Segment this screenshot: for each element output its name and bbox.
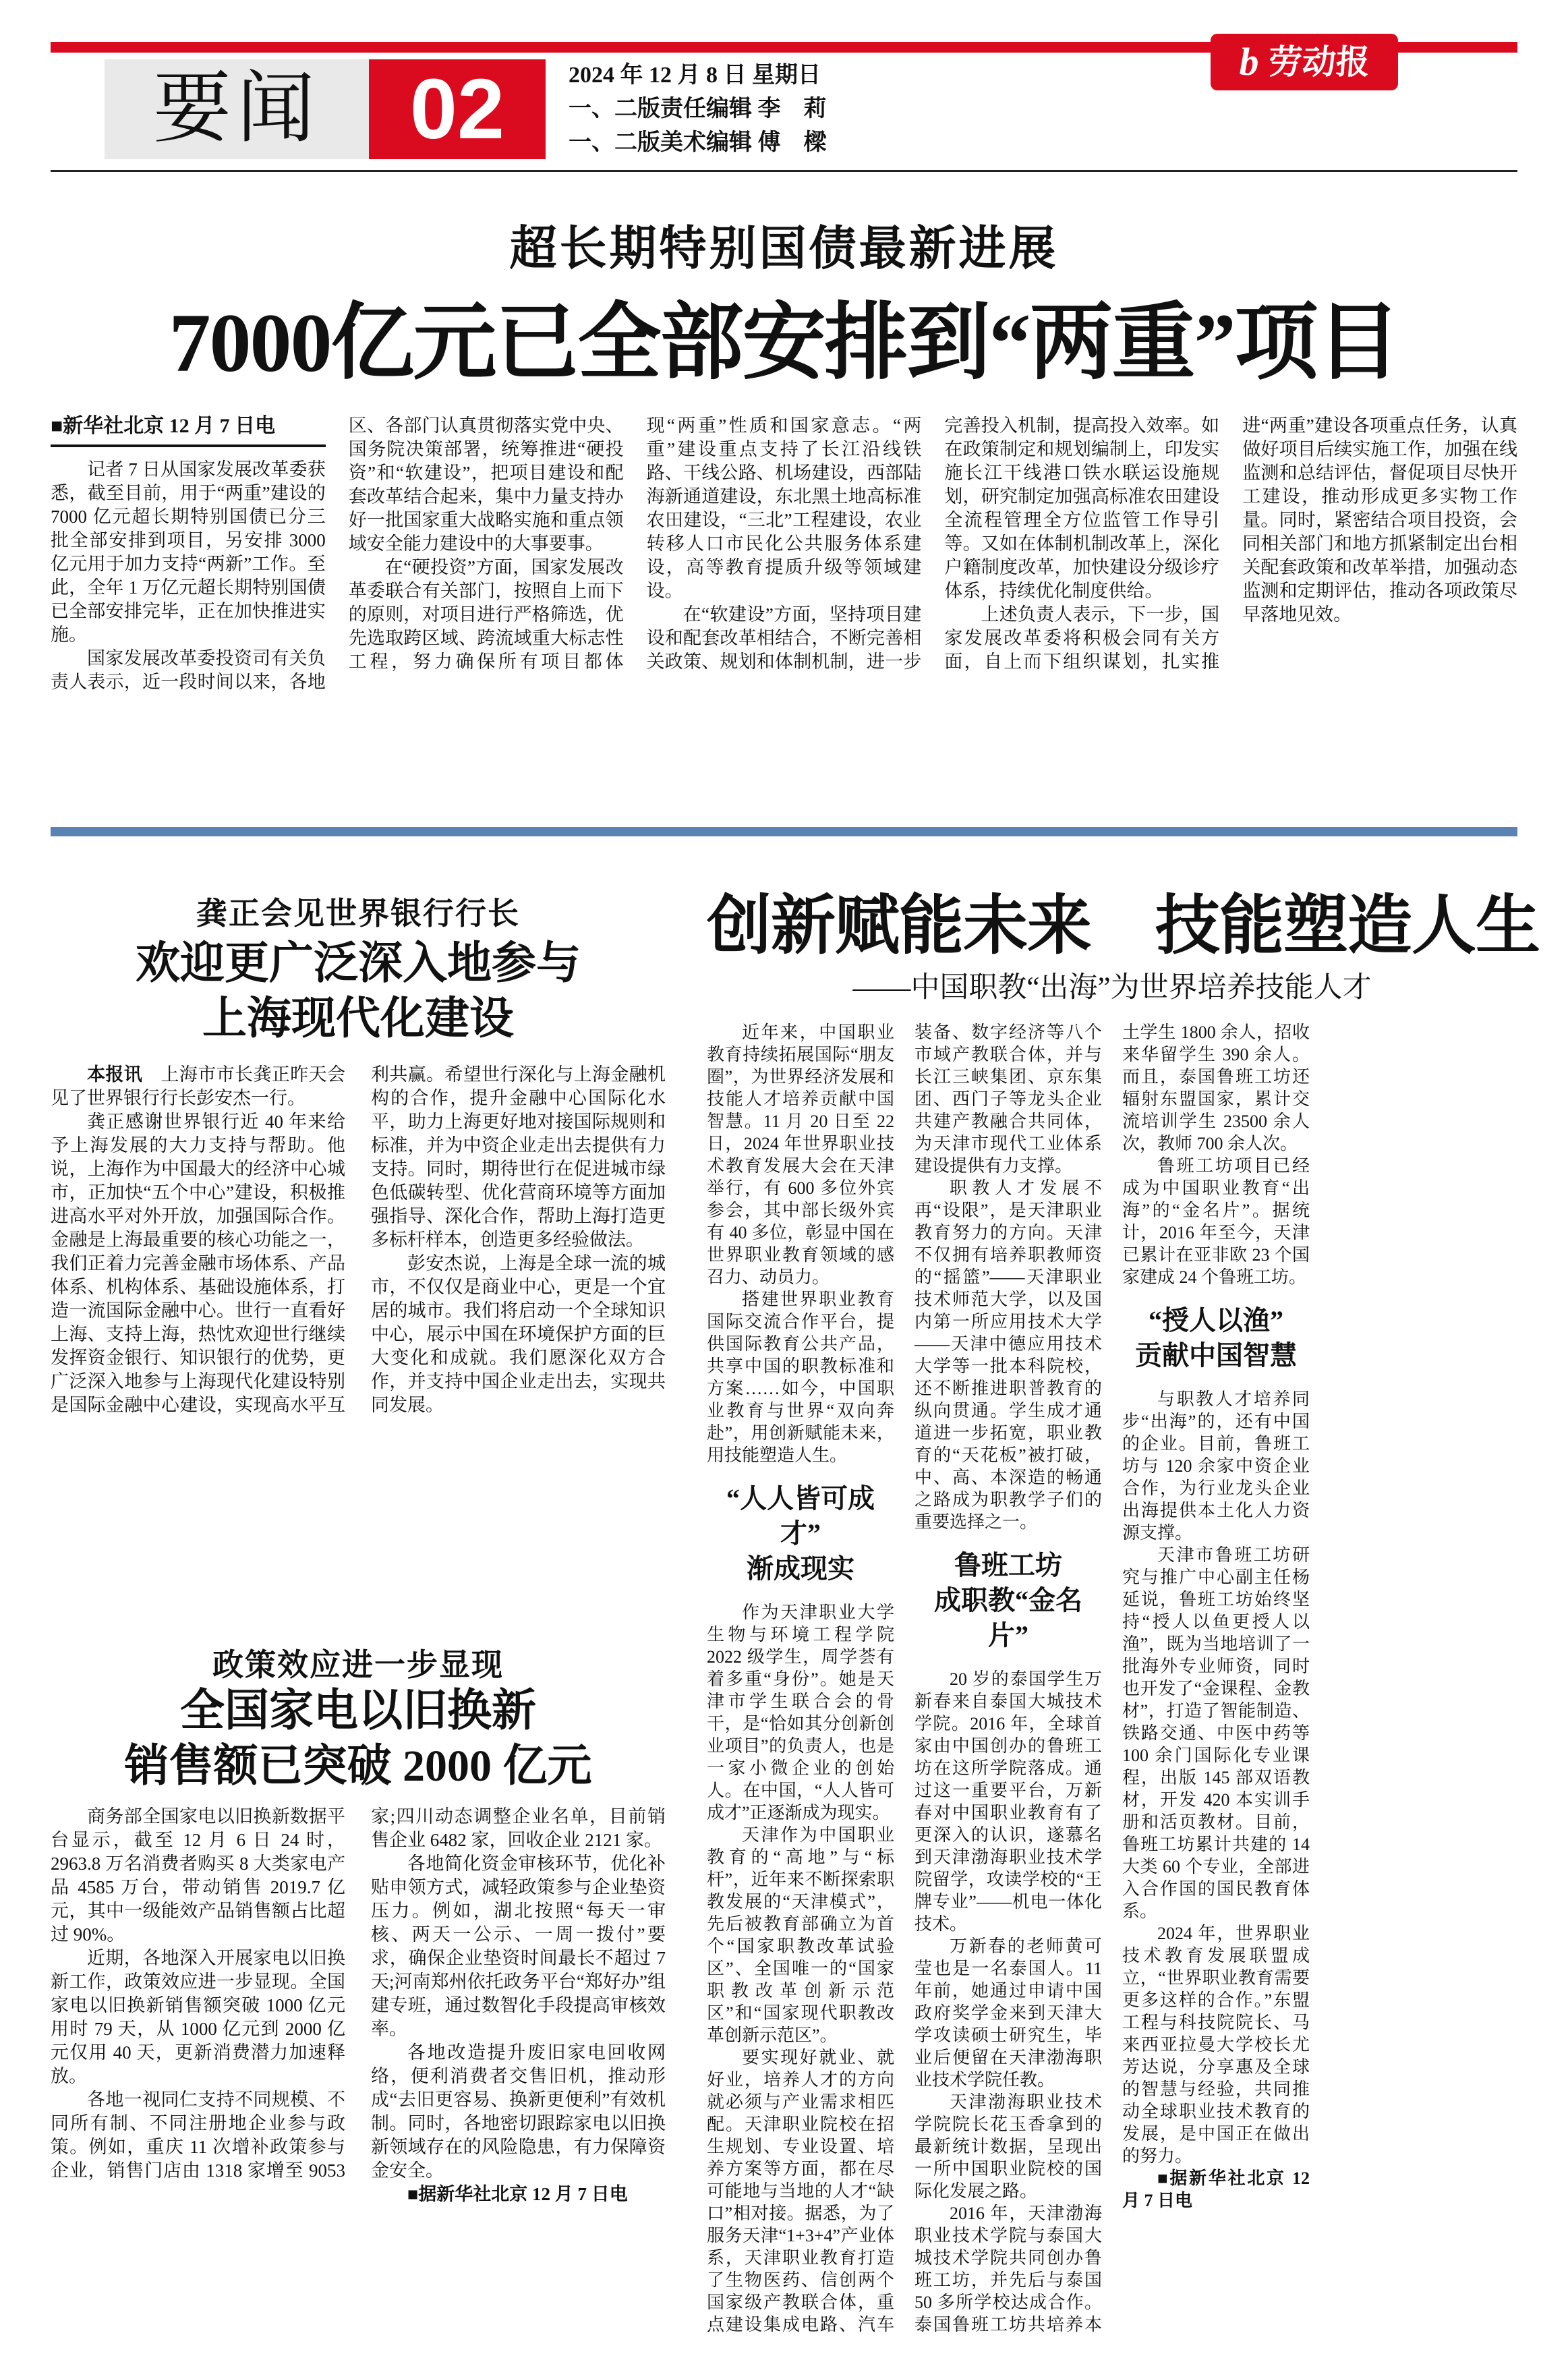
vocational-paragraph: 近年来，中国职业教育持续拓展国际“朋友圈”，为世界经济发展和技能人才培养贡献中国智慧。11 月 20 日至 22 日，2024 年世界职业技术教育发展大会在天津举行，有 600 多位外宾参会，其中部长级外宾有 40 多位，彰显中国在世界职业教育领域的感召力、动员力。	[707, 1023, 894, 1287]
editor-line-2: 一、二版美术编辑 傅 樑	[569, 130, 827, 155]
worldbank-article-headline	[51, 936, 666, 1047]
vocational-subhead-3-line1: “授人以渔”	[1149, 1305, 1283, 1335]
vocational-paragraph: 鲁班工坊项目已经成为中国职业教育“出海”的“金名片”。据统计，2016 年至今，天津已累计在亚非欧 23 个国家建成 24 个鲁班工坊。	[1122, 1156, 1310, 1287]
appliance-headline-line2: 销售额已突破 2000 亿元	[124, 1742, 592, 1791]
appliance-article-kicker: 政策效应进一步显现	[212, 1648, 504, 1682]
appliance-headline-line1: 全国家电以旧换新	[180, 1686, 536, 1735]
lead-article-paragraph: 上述负责人表示，下一步，国家发展改革委将积极会同有关方面，自上而下组织谋划，扎实推进“两重”建设各项重点任务，认真做好项目后续实施工作，加强在线监测和总结评估，督促项目尽快开工建设，推动形成更多实物工作量。同时，紧密结合项目投资，会同相关部门和地方抓紧制定出台相关配套政策和改革举措，加强动态监测和定期评估，推动各项政策尽早落地见效。	[944, 415, 1517, 672]
vocational-paragraph: 2024 年，世界职业技术教育发展联盟成立，“世界职业教育需要更多这样的合作。”东盟工程与科技院院长、马来西亚拉曼大学校长尤芳达说，分享惠及全球的智慧与经验，共同推动全球职业技术教育的发展，是中国正在做出的努力。	[1122, 1924, 1310, 2166]
appliance-article-headline	[51, 1684, 666, 1794]
byline-label: 本报讯	[87, 1064, 143, 1085]
masthead-logo	[1211, 34, 1398, 90]
worldbank-paragraph: 彭安杰说，上海是全球一流的城市，不仅仅是商业中心，更是一个宜居的城市。我们将启动一个全球知识中心，展示中国在环境保护方面的巨大变化和成就。我们愿深化双方合作，并支持中国企业走出去，实现共同发展。	[371, 1253, 666, 1415]
vocational-subhead-2	[914, 1548, 1102, 1653]
appliance-paragraph: 近期，各地深入开展家电以旧换新工作，政策效应进一步显现。全国家电以旧换新销售额突破 1000 亿元用时 79 天，从 1000 亿元到 2000 亿元仅用 40 天，更新消费潜力加速释放。	[51, 1948, 345, 2086]
worldbank-article-body	[51, 1063, 666, 1594]
vocational-paragraph: 要实现好就业、就好业，培养人才的方向就必须与产业需求相匹配。天津职业院校在招生规划、专业设置、培养方案等方面，都在尽可能地与当地的人才“缺口”相对接。据悉，为了服务天津“1+3+4”产业体系，天津职业教育打造了生物医药、信创两个国家级产教联合体，重点建设集成电路、汽车装备、数字经济等八个市域产教联合体，并与长江三峡集团、京东集团、西门子等龙头企业共建产教融合共同体，为天津市现代工业体系建设提供有力支撑。	[707, 1023, 1102, 2334]
vocational-paragraph: 作为天津职业大学生物与环境工程学院 2022 级学生，周学荟有着多重“身份”。她是天津市学生联合会的骨干，是“恰如其分创新创业项目”的负责人，也是一家小微企业的创始人。在中国，“人人皆可成才”正逐渐成为现实。	[707, 1603, 894, 1822]
page-number: 02	[409, 61, 505, 156]
vocational-article-dateline: ■据新华社北京 12 月 7 日电	[1122, 2168, 1310, 2210]
vocational-paragraph: 20 岁的泰国学生万新春来自泰国大城技术学院。2016 年，全球首家由中国创办的鲁班工坊在这所学院落成。通过这一重要平台，万新春对中国职业教育有了更深入的认识，遂慕名到天津渤海职业技术学院留学，攻读学校的“王牌专业”——机电一体化技术。	[914, 1669, 1102, 1934]
appliance-paragraph: 商务部全国家电以旧换新数据平台显示，截至 12 月 6 日 24 时，2963.8 万名消费者购买 8 大类家电产品 4585 万台，带动销售 2019.7 亿元，其中一级能效产品销售额占比超过 90%。	[51, 1806, 345, 1945]
appliance-paragraph: 各地一视同仁支持不同规模、不同所有制、不同注册地企业参与政策。例如，重庆 11 次增补政策参与企业，销售门店由 1318 家增至 9053 家;四川动态调整企业名单，目前销售企业 6482 家，回收企业 2121 家。	[51, 1806, 666, 2181]
issue-info	[569, 59, 827, 159]
worldbank-headline-line1: 欢迎更广泛深入地参与	[136, 939, 581, 988]
appliance-paragraph: 各地简化资金审核环节，优化补贴申领方式，减轻政策参与企业垫资压力。例如，湖北按照“每天一审核、两天一公示、一周一拨付”要求，确保企业垫资时间最长不超过 7 天;河南郑州依托政务平台“郑好办”组建专班，通过数智化手段提高审核效率。	[371, 1854, 666, 2039]
vocational-subhead-2-line1: 鲁班工坊	[954, 1550, 1062, 1580]
lead-article-dateline: ■新华社北京 12 月 7 日电	[51, 414, 326, 447]
vocational-paragraph: 天津作为中国职业教育的“高地”与“标杆”，近年来不断探索职教发展的“天津模式”，先后被教育部确立为首个“国家职教改革试验区”、全国唯一的“国家职教改革创新示范区”和“国家现代职教改革创新示范区”。	[707, 1825, 894, 2045]
appliance-article-dateline: ■据新华社北京 12 月 7 日电	[407, 2184, 628, 2204]
lead-article-body	[51, 414, 1517, 804]
appliance-paragraph: 各地改造提升废旧家电回收网络，便利消费者交售旧机，推动形成“去旧更容易、换新更便利”有效机制。同时，各地密切跟踪家电以旧换新领域存在的风险隐患，有力保障资金安全。	[371, 2042, 666, 2181]
section-label: 要闻	[153, 66, 320, 152]
vocational-paragraph: 天津市鲁班工坊研究与推广中心副主任杨延说，鲁班工坊始终坚持“授人以鱼更授人以渔”，既为当地培训了一批海外专业师资，同时也开发了“金课程、金教材”，打造了智能制造、铁路交通、中医中药等 100 余门国际化专业课程，出版 145 部双语教材，开发 420 本实训手册和活页教材。目前，鲁班工坊累计共建的 14 大类 60 个专业，全部进入合作国的国民教育体系。	[1122, 1545, 1310, 1921]
page-header	[105, 59, 827, 159]
section-divider-bar	[51, 827, 1517, 836]
section-label-box	[105, 59, 369, 159]
vocational-subhead-1	[707, 1481, 894, 1586]
lead-article-paragraph: 在“硬投资”方面，国家发展改革委联合有关部门，按照自上而下的原则，对项目进行严格筛选，优先选取跨区域、跨流域重大标志性工程，努力确保所有项目都体现“两重”性质和国家意志。“两重”建设重点支持了长江沿线铁路、干线公路、机场建设，西部陆海新通道建设，东北黑土地高标准农田建设，“三北”工程建设，农业转移人口市民化公共服务体系建设，高等教育提质升级等领域建设。	[348, 415, 922, 672]
vocational-subhead-3-line2: 贡献中国智慧	[1135, 1340, 1297, 1371]
vocational-subhead-1-line1: “人人皆可成才”	[726, 1483, 875, 1549]
logo-b-icon: b	[1239, 40, 1259, 84]
editor-line-1: 一、二版责任编辑 李 莉	[569, 96, 827, 121]
vocational-subhead-2-line2: 成职教“金名片”	[934, 1585, 1082, 1650]
worldbank-headline-line2: 上海现代化建设	[202, 994, 514, 1043]
worldbank-paragraph: 龚正感谢世界银行近 40 年来给予上海发展的大力支持与帮助。他说，上海作为中国最大的经济中心城市，正加快“五个中心”建设，积极推进高水平对外开放，加强国际合作。金融是上海最重要的核心功能之一，我们正着力完善金融市场体系、产品体系、机构体系、基础设施体系，打造一流国际金融中心。世行一直看好上海、支持上海，热忱欢迎世行继续发挥资金银行、知识银行的优势，更广泛深入地参与上海现代化建设特别是国际金融中心建设，实现高水平互利共赢。希望世行深化与上海金融机构的合作，提升金融中心国际化水平，助力上海更好地对接国际规则和标准，并为中资企业走出去提供有力支持。同时，期待世行在促进城市绿色低碳转型、优化营商环境等方面加强指导、深化合作，帮助上海打造更多标杆样本，创造更多经验做法。	[51, 1064, 666, 1415]
worldbank-article-kicker: 龚正会见世界银行行长	[196, 896, 520, 931]
vocational-paragraph: 万新春的老师黄可莹也是一名泰国人。11 年前，她通过申请中国政府奖学金来到天津大学攻读硕士研究生，毕业后便留在天津渤海职业技术学院任教。	[914, 1936, 1102, 2090]
worldbank-lead-text: 上海市市长龚正昨天会见了世界银行行长彭安杰一行。	[51, 1064, 346, 1108]
lead-article-headline: 7000亿元已全部安排到“两重”项目	[169, 297, 1399, 389]
vocational-paragraph: 与职教人才培养同步“出海”的，还有中国的企业。目前，鲁班工坊与 120 余家中资企业合作，为行业龙头企业出海提供本土化人力资源支撑。	[1122, 1389, 1310, 1543]
vocational-paragraph: 职教人才发展不再“设限”，是天津职业教育努力的方向。天津不仅拥有培养职教师资的“摇篮”——天津职业技术师范大学，以及国内第一所应用技术大学——天津中德应用技术大学等一批本科院校，还不断推进职普教育的纵向贯通。学生成才通道进一步拓宽，职业教育的“天花板”被打破，中、高、本深造的畅通之路成为职教学子们的重要选择之一。	[914, 1178, 1102, 1532]
issue-date: 2024 年 12 月 8 日 星期日	[569, 63, 821, 88]
lead-article-paragraph: 国家发展改革委投资司有关负责人表示，近一段时间以来，各地区、各部门认真贯彻落实党中央、国务院决策部署，统筹推进“硬投资”和“软建设”，把项目建设和配套改革结合起来，集中力量支持办好一批国家重大战略实施和重点领域安全能力建设中的大事要事。	[51, 415, 624, 692]
lead-article-paragraph: 在“软建设”方面，坚持项目建设和配套改革相结合，不断完善相关政策、规划和体制机制，进一步完善投入机制，提高投入效率。如在政策制定和规划编制上，印发实施长江干线港口铁水联运设施规划，研究制定加强高标准农田建设全流程管理全方位监管工作导引等。又如在体制机制改革上，深化户籍制度改革，加快建设分级诊疗体系，持续优化制度供给。	[646, 415, 1220, 672]
lead-article-kicker: 超长期特别国债最新进展	[509, 223, 1059, 275]
vocational-paragraph: 2016 年，天津渤海职业技术学院与泰国大城技术学院共同创办鲁班工坊，并先后与泰国 50 多所学校达成合作。泰国鲁班工坊共培养本土学生 1800 余人，招收来华留学生 390 余人。而且，泰国鲁班工坊还辐射东盟国家，累计交流培训学生 23500 余人次，教师 700 余人次。	[914, 1023, 1310, 2334]
worldbank-lead-paragraph	[51, 1063, 345, 1110]
page-number-box	[369, 59, 546, 159]
masthead-name: 劳动报	[1267, 42, 1371, 82]
vocational-article-subtitle: ——中国职教“出海”为世界培养技能人才	[852, 972, 1372, 1004]
vocational-article-body	[707, 1021, 1517, 2338]
header-rule	[51, 170, 1517, 172]
vocational-subhead-1-line2: 渐成现实	[747, 1553, 854, 1584]
vocational-paragraph: 搭建世界职业教育国际交流合作平台，提供国际教育公共产品，共享中国的职教标准和方案……如今，中国职业教育与世界“双向奔赴”，用创新赋能未来，用技能塑造人生。	[707, 1290, 894, 1465]
appliance-article-body	[51, 1805, 666, 2349]
lead-article-paragraph: 记者 7 日从国家发展改革委获悉，截至目前，用于“两重”建设的 7000 亿元超长期特别国债已分三批全部安排到项目，另安排 3000 亿元用于加力支持“两新”工作。至此，全年 1 万亿元超长期特别国债已全部安排完毕，正在加快推进实施。	[51, 459, 326, 645]
vocational-paragraph: 天津渤海职业技术学院院长花玉香拿到的最新统计数据，呈现出一所中国职业院校的国际化发展之路。	[914, 2092, 1102, 2201]
vocational-article-headline: 创新赋能未来 技能塑造人生	[707, 890, 1540, 962]
vocational-subhead-3	[1122, 1303, 1310, 1373]
